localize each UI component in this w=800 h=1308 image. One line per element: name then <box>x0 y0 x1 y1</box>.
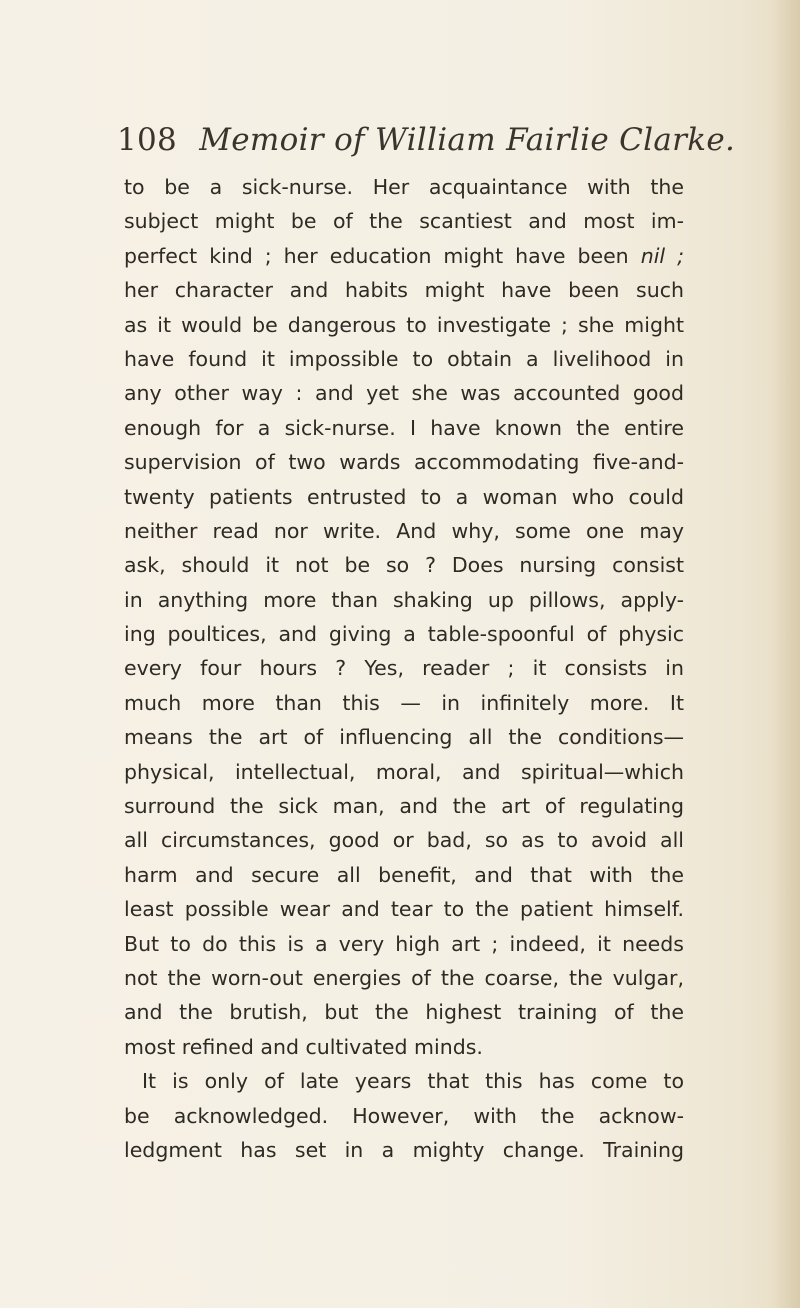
text-line: much more than this — in infinitely more. It <box>124 690 684 715</box>
text-line: neither read nor write. And why, some one may <box>124 518 684 543</box>
text-line: in anything more than shaking up pillows, apply- <box>124 587 684 612</box>
text-line: least possible wear and tear to the patient himself. <box>124 897 684 922</box>
body-text <box>124 170 684 1167</box>
text-line <box>124 239 684 273</box>
running-title: Memoir of William Fairlie Clarke. <box>199 122 736 158</box>
text-line: enough for a sick-nurse. I have known the entire <box>124 415 684 440</box>
text-line: But to do this is a very high art ; indeed, it needs <box>124 931 684 956</box>
text-line: not the worn-out energies of the coarse, the vulgar, <box>124 965 684 990</box>
text-line: her character and habits might have been such <box>124 278 684 303</box>
text-line-segment: perfect kind ; her education might have been <box>124 243 629 268</box>
text-line: all circumstances, good or bad, so as to avoid all <box>124 828 684 853</box>
text-line: twenty patients entrusted to a woman who could <box>124 484 684 509</box>
text-line: means the art of influencing all the conditions— <box>124 725 684 750</box>
page-number: 108 <box>117 122 178 158</box>
text-line: harm and secure all benefit, and that with the <box>124 862 684 887</box>
text-line: ask, should it not be so ? Does nursing consist <box>124 553 684 578</box>
text-line: It is only of late years that this has come to <box>142 1069 684 1094</box>
text-line: subject might be of the scantiest and most im- <box>124 209 684 234</box>
page-edge-shadow <box>772 0 800 1308</box>
italic-word: nil ; <box>640 243 684 268</box>
text-line: as it would be dangerous to investigate ; she might <box>124 312 684 337</box>
text-line: ledgment has set in a mighty change. Training <box>124 1137 684 1162</box>
text-line: be acknowledged. However, with the acknow- <box>124 1103 684 1128</box>
text-line: have found it impossible to obtain a livelihood in <box>124 346 684 371</box>
text-line: every four hours ? Yes, reader ; it consists in <box>124 656 684 681</box>
page-header <box>117 122 735 158</box>
text-line: any other way : and yet she was accounted good <box>124 381 684 406</box>
text-line: most refined and cultivated minds. <box>124 1034 483 1059</box>
text-line: and the brutish, but the highest training of the <box>124 1000 684 1025</box>
text-line: to be a sick-nurse. Her acquaintance with the <box>124 175 684 199</box>
text-line: ing poultices, and giving a table-spoonful of physic <box>124 622 684 647</box>
text-line: supervision of two wards accommodating five-and- <box>124 450 684 475</box>
text-line: surround the sick man, and the art of regulating <box>124 794 684 819</box>
text-line: physical, intellectual, moral, and spiritual—which <box>124 759 684 784</box>
